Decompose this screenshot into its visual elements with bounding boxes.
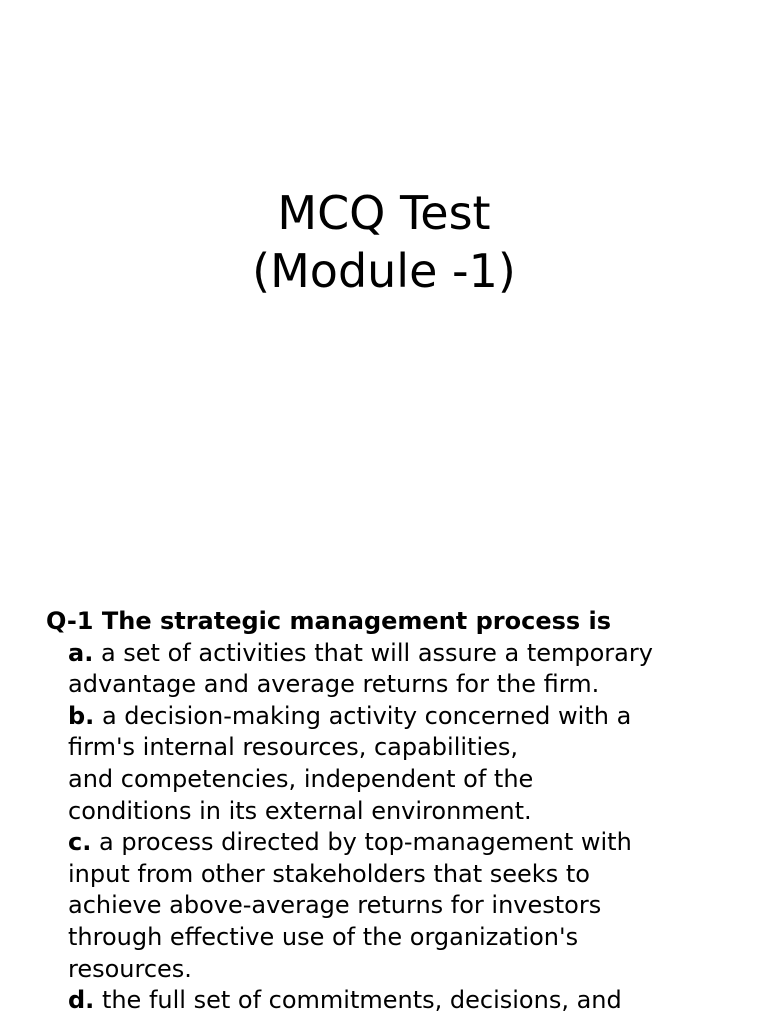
option-a-line-1	[68, 638, 746, 670]
option-b-text-3: and competencies, independent of the	[68, 764, 534, 793]
option-b	[68, 701, 746, 827]
option-d-letter: d.	[68, 986, 95, 1015]
question-block	[46, 606, 746, 1017]
slide-title-line-2: (Module -1)	[252, 244, 516, 298]
option-b-text-1: a decision-making activity concerned with a	[101, 701, 632, 730]
option-b-text-2: firm's internal resources, capabilities,	[68, 733, 519, 762]
option-c-text-3: achieve above-average returns for investors	[68, 891, 602, 920]
option-a-text-1: a set of activities that will assure a temporary	[100, 638, 653, 667]
option-d-line-1	[68, 985, 746, 1017]
option-c-text-5: resources.	[68, 954, 192, 983]
option-c-line-1	[68, 827, 746, 859]
slide-title-line-1: MCQ Test	[277, 186, 491, 240]
option-a	[68, 638, 746, 701]
answer-options	[46, 638, 746, 1017]
option-b-line-1	[68, 701, 746, 733]
option-b-text-4: conditions in its external environment.	[68, 796, 532, 825]
option-c-text-2: input from other stakeholders that seeks to	[68, 859, 590, 888]
option-c-letter: c.	[68, 828, 92, 857]
option-d	[68, 985, 746, 1017]
option-c	[68, 827, 746, 985]
option-b-letter: b.	[68, 701, 95, 730]
option-c-text-1: a process directed by top-management with	[98, 828, 632, 857]
question-heading: Q-1 The strategic management process is	[46, 607, 612, 635]
option-a-letter: a.	[68, 638, 94, 667]
option-d-text-1: the full set of commitments, decisions, and	[101, 986, 622, 1015]
slide-title	[0, 184, 768, 300]
option-c-text-4: through effective use of the organization's	[68, 922, 579, 951]
option-a-text-2: advantage and average returns for the firm.	[68, 670, 600, 699]
